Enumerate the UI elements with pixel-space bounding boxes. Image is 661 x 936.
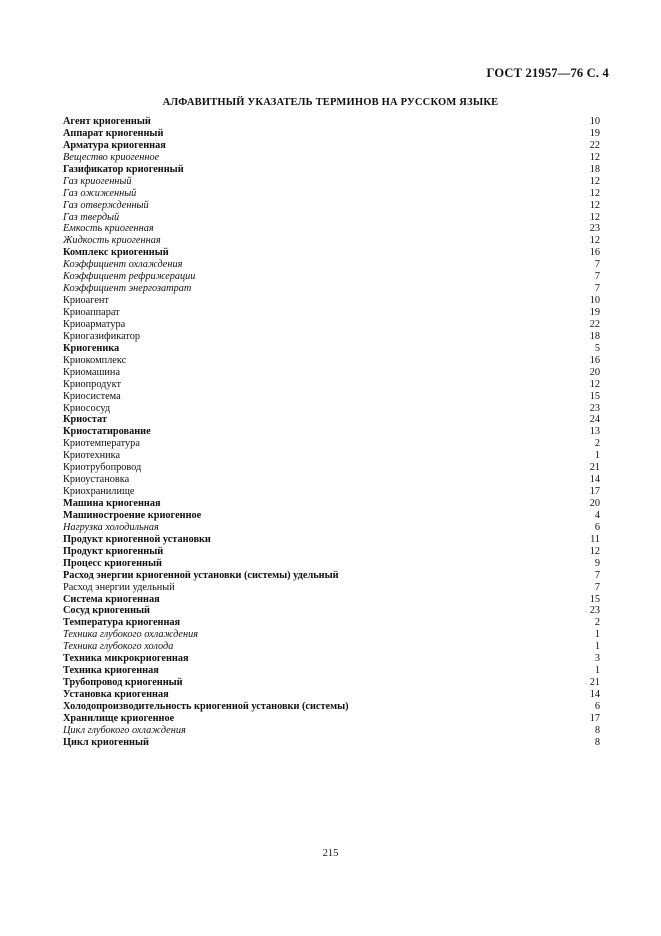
index-page-ref: 6 — [594, 521, 600, 533]
index-page-ref: 9 — [594, 557, 600, 569]
index-entry — [63, 188, 600, 200]
index-entry — [63, 546, 600, 558]
index-entry — [63, 367, 600, 379]
index-term: Криомашина — [63, 366, 121, 378]
index-page-ref: 23 — [589, 605, 600, 617]
index-entry — [63, 438, 600, 450]
index-page-ref: 13 — [589, 426, 600, 438]
index-page-ref: 21 — [589, 677, 600, 689]
index-term: Комплекс криогенный — [63, 247, 169, 259]
index-entry — [63, 510, 600, 522]
index-term: Цикл криогенный — [63, 736, 149, 748]
index-page-ref: 12 — [589, 378, 600, 390]
index-term: Криостатирование — [63, 426, 151, 438]
index-entry — [63, 128, 600, 140]
index-page-ref: 10 — [589, 295, 600, 307]
index-title: АЛФАВИТНЫЙ УКАЗАТЕЛЬ ТЕРМИНОВ НА РУССКОМ ЯЗЫКЕ — [162, 97, 499, 108]
page-number: 215 — [322, 848, 339, 859]
index-entry — [63, 379, 600, 391]
index-page-ref: 14 — [589, 474, 600, 486]
index-entry — [63, 653, 600, 665]
index-page-ref: 16 — [589, 247, 600, 259]
index-entry — [63, 283, 600, 295]
index-term: Продукт криогенной установки — [63, 533, 211, 545]
index-entry — [63, 319, 600, 331]
index-term: Температура криогенная — [63, 617, 181, 629]
index-entry — [63, 307, 600, 319]
index-entry — [63, 152, 600, 164]
index-term: Коэффициент охлаждения — [63, 259, 183, 271]
index-term: Криостат — [63, 414, 107, 426]
index-page-ref: 11 — [590, 533, 600, 545]
index-page-ref: 19 — [589, 307, 600, 318]
index-term: Криопродукт — [63, 378, 121, 390]
index-page-ref: 21 — [589, 462, 600, 474]
index-page-ref: 12 — [589, 187, 600, 199]
index-page-ref: 2 — [594, 617, 600, 629]
index-page-ref: 20 — [589, 366, 600, 378]
index-entry — [63, 176, 600, 188]
index-term: Аппарат криогенный — [63, 127, 164, 139]
index-term: Холодопроизводительность криогенной установки (системы) — [63, 700, 349, 712]
index-term: Техника глубокого холода — [63, 641, 174, 653]
index-entry — [63, 414, 600, 426]
index-entry — [63, 617, 600, 629]
index-term: Цикл глубокого охлаждения — [63, 724, 186, 736]
index-page-ref: 3 — [594, 653, 600, 665]
index-term: Криотемпература — [63, 438, 140, 450]
index-entry — [63, 462, 600, 474]
index-entry — [63, 271, 600, 283]
index-page-ref: 12 — [589, 151, 600, 163]
index-entry — [63, 701, 600, 713]
index-term: Газ криогенный — [63, 175, 132, 187]
index-page-ref: 22 — [589, 318, 600, 330]
index-term: Сосуд криогенный — [63, 605, 150, 617]
index-entry — [63, 498, 600, 510]
index-page-ref: 17 — [589, 486, 600, 498]
index-term: Криогазификатор — [63, 330, 141, 342]
index-page-ref: 19 — [589, 127, 600, 139]
index-page-ref: 1 — [594, 641, 600, 653]
index-page-ref: 1 — [594, 629, 600, 641]
index-page-ref: 20 — [589, 498, 600, 509]
index-term: Техника криогенная — [63, 665, 159, 677]
index-term: Жидкость криогенная — [63, 235, 161, 247]
index-page-ref: 18 — [589, 330, 600, 342]
index-term: Коэффициент энергозатрат — [63, 283, 192, 295]
index-entry — [63, 570, 600, 582]
index-term: Криоаппарат — [63, 307, 120, 318]
index-entry — [63, 331, 600, 343]
index-page-ref: 12 — [589, 199, 600, 211]
index-term: Машина криогенная — [63, 498, 161, 509]
index-term: Криокомплекс — [63, 354, 127, 366]
term-index-list — [63, 116, 600, 749]
index-page-ref: 8 — [594, 724, 600, 736]
index-term: Криогеника — [63, 342, 120, 354]
index-term: Агент криогенный — [63, 116, 151, 127]
index-entry — [63, 223, 600, 235]
index-page-ref: 12 — [589, 235, 600, 247]
index-page-ref: 15 — [589, 593, 600, 605]
index-term: Техника микрокриогенная — [63, 653, 189, 665]
index-page-ref: 12 — [589, 175, 600, 187]
index-page-ref: 22 — [589, 139, 600, 151]
index-page-ref: 24 — [589, 414, 600, 426]
index-entry — [63, 116, 600, 128]
index-term: Трубопровод криогенный — [63, 677, 183, 689]
index-term: Коэффициент рефрижерации — [63, 271, 196, 283]
index-entry — [63, 594, 600, 606]
index-page-ref: 23 — [589, 223, 600, 235]
index-term: Установка криогенная — [63, 689, 169, 700]
index-page-ref: 23 — [589, 402, 600, 414]
index-entry — [63, 534, 600, 546]
index-term: Газ отвержденный — [63, 199, 149, 211]
index-term: Нагрузка холодильная — [63, 521, 159, 533]
index-entry — [63, 140, 600, 152]
index-entry — [63, 164, 600, 176]
index-entry — [63, 235, 600, 247]
index-page-ref: 17 — [589, 712, 600, 724]
index-term: Система криогенная — [63, 593, 160, 605]
index-page-ref: 7 — [594, 283, 600, 295]
index-entry — [63, 450, 600, 462]
index-entry — [63, 522, 600, 534]
index-entry — [63, 713, 600, 725]
index-page-ref: 8 — [594, 736, 600, 748]
index-page-ref: 16 — [589, 354, 600, 366]
index-term: Газ ожиженный — [63, 187, 137, 199]
index-entry — [63, 641, 600, 653]
index-page-ref: 5 — [594, 342, 600, 354]
index-entry — [63, 558, 600, 570]
index-term: Криохранилище — [63, 486, 135, 498]
index-term: Криотрубопровод — [63, 462, 142, 474]
index-page-ref: 7 — [594, 271, 600, 283]
index-term: Криотехника — [63, 450, 121, 462]
index-entry — [63, 391, 600, 403]
index-entry — [63, 725, 600, 737]
index-entry — [63, 259, 600, 271]
index-term: Арматура криогенная — [63, 139, 166, 151]
index-entry — [63, 665, 600, 677]
index-term: Расход энергии удельный — [63, 581, 175, 593]
index-entry — [63, 629, 600, 641]
index-entry — [63, 677, 600, 689]
running-header: ГОСТ 21957—76 С. 4 — [486, 66, 609, 80]
index-page-ref: 14 — [589, 689, 600, 700]
index-page-ref: 6 — [594, 700, 600, 712]
index-term: Криоарматура — [63, 318, 126, 330]
index-term: Расход энергии криогенной установки (системы) удельный — [63, 569, 339, 581]
index-term: Машиностроение криогенное — [63, 509, 202, 521]
index-page-ref: 7 — [594, 569, 600, 581]
index-entry — [63, 212, 600, 224]
index-entry — [63, 295, 600, 307]
index-term: Хранилище криогенное — [63, 712, 175, 724]
index-page-ref: 4 — [594, 509, 600, 521]
index-term: Газификатор криогенный — [63, 163, 184, 175]
index-entry — [63, 343, 600, 355]
index-page-ref: 1 — [594, 450, 600, 462]
index-term: Продукт криогенный — [63, 545, 164, 557]
index-entry — [63, 403, 600, 415]
index-term: Техника глубокого охлаждения — [63, 629, 199, 641]
index-entry — [63, 582, 600, 594]
index-entry — [63, 355, 600, 367]
index-entry — [63, 605, 600, 617]
index-page-ref: 12 — [589, 211, 600, 223]
index-page-ref: 1 — [594, 665, 600, 677]
index-page-ref: 10 — [589, 116, 600, 127]
index-term: Вещество криогенное — [63, 151, 160, 163]
index-entry — [63, 200, 600, 212]
index-term: Криососуд — [63, 402, 111, 414]
index-page-ref: 15 — [589, 390, 600, 402]
index-page-ref: 7 — [594, 259, 600, 271]
index-term: Криоустановка — [63, 474, 130, 486]
index-entry — [63, 486, 600, 498]
index-term: Криосистема — [63, 390, 121, 402]
index-entry — [63, 426, 600, 438]
index-page-ref: 7 — [594, 581, 600, 593]
index-entry — [63, 737, 600, 749]
index-entry — [63, 474, 600, 486]
index-term: Емкость криогенная — [63, 223, 154, 235]
index-term: Газ твердый — [63, 211, 120, 223]
index-page-ref: 12 — [589, 545, 600, 557]
index-page-ref: 18 — [589, 163, 600, 175]
index-entry — [63, 689, 600, 701]
index-term: Криоагент — [63, 295, 109, 307]
index-term: Процесс криогенный — [63, 557, 162, 569]
index-entry — [63, 247, 600, 259]
index-page-ref: 2 — [594, 438, 600, 450]
